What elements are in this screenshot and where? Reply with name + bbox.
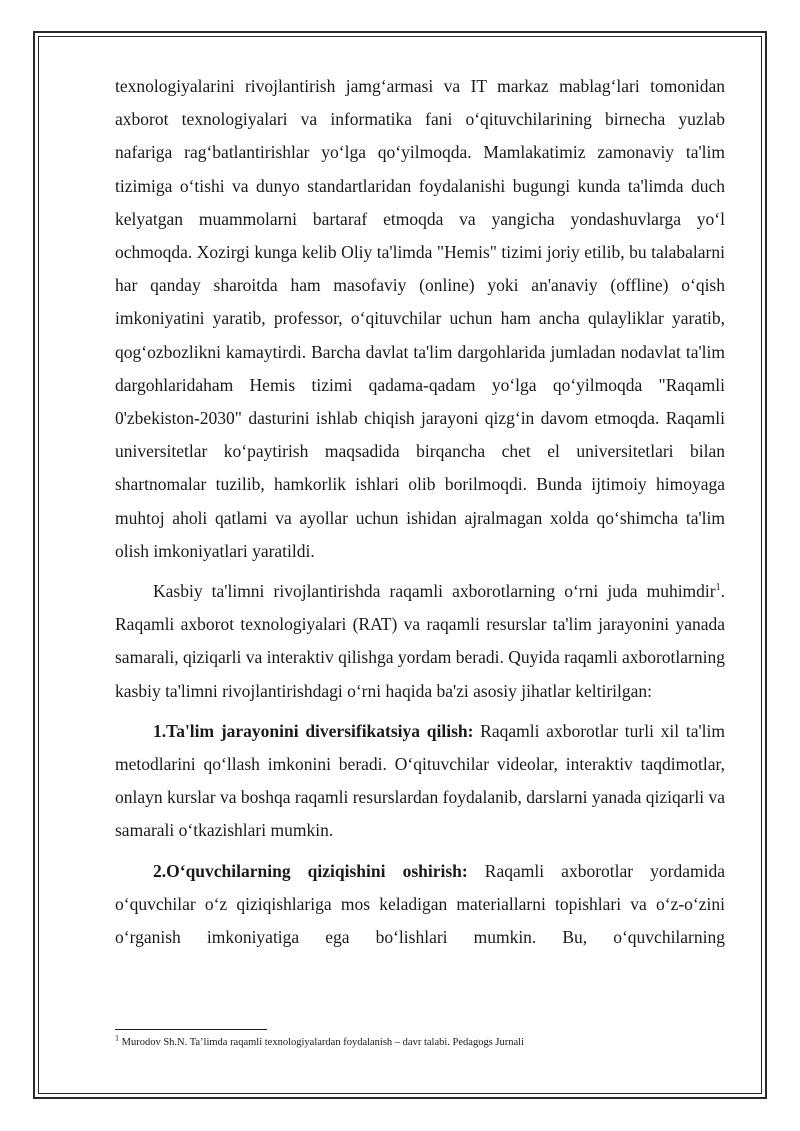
paragraph-2-text-a: Kasbiy ta'limni rivojlantirishda raqamli axborotlarning o‘rni juda muhimdir <box>153 581 716 602</box>
footnote-reference[interactable]: 1 <box>715 582 721 594</box>
footnote <box>115 1033 725 1048</box>
paragraph-3 <box>115 715 725 848</box>
paragraph-3-text: Raqamli axborotlar turli xil ta'lim metodlarini qo‘llash imkonini beradi. O‘qituvchilar videolar, interaktiv taqdimotlar, onlayn kurslar va boshqa raqamli resurslardan foydalanib, darslarni yanada qiziqarli va samarali o‘tkazishlari mumkin. <box>115 720 725 841</box>
footnote-text: Murodov Sh.N. Ta’limda raqamli texnologiyalardan foydalanish – davr talabi. Pedagogs Jurnali <box>119 1037 524 1048</box>
paragraph-4-text: Raqamli axborotlar yordamida o‘quvchilar o‘z qiziqishlariga mos keladigan materiallarni topishlari va o‘z-o‘zini o‘rganish imkoniyatiga ega bo‘lishlari mumkin. Bu, o‘quvchilarning <box>115 860 726 948</box>
paragraph-2-text-b: . Raqamli axborot texnologiyalari (RAT) va raqamli resurslar ta'lim jarayonini yanada samarali, qiziqarli va interaktiv qilishga yordam beradi. Quyida raqamli axborotlarning kasbiy ta'limni rivojlantirishdagi o‘rni haqida ba'zi asosiy jihatlar keltirilgan: <box>115 581 725 701</box>
footnote-separator <box>115 1029 267 1030</box>
paragraph-3-heading: 1.Ta'lim jarayonini diversifikatsiya qilish: <box>153 720 474 741</box>
paragraph-1-text: texnologiyalarini rivojlantirish jamg‘armasi va IT markaz mablag‘lari tomonidan axborot texnologiyalari va informatika fani o‘qituvchilarining birnecha yuzlab nafariga rag‘batlantirishlar yo‘lga qo‘yilmoqda. Mamlakatimiz zamonaviy ta'lim tizimiga o‘tishi va dunyo standartlaridan foydalanishi bugungi kunda ta'limda duch kelyatgan muammolarni bartaraf etmoqda va yangicha yondashuvlarga yo‘l ochmoqda. Xozirgi kunga kelib Oliy ta'limda "Hemis" tizimi joriy etilib, bu talabalarni har qanday sharoitda ham masofaviy (online) yoki an'anaviy (offline) o‘qish imkoniyatini yaratib, professor, o‘qituvchilar uchun ham ancha qulayliklar yaratib, qog‘ozbozlikni kamaytirdi. Barcha davlat ta'lim dargohlarida jumladan nodavlat ta'lim dargohlaridaham Hemis tizimi qadama-qadam yo‘lga qo‘yilmoqda "Raqamli 0'zbekiston-2030" dasturini ishlab chiqish jarayoni qizg‘in davom etmoqda. Raqamli universitetlar ko‘paytirish maqsadida birqancha chet el universitetlari bilan shartnomalar tuzilib, hamkorlik ishlari olib borilmoqdi. Bunda ijtimoiy himoyaga muhtoj aholi qatlami va ayollar uchun ishidan ajralmagan xolda qo‘shimcha ta'lim olish imkoniyatlari yaratildi. <box>115 76 725 561</box>
footnote-number: 1 <box>115 1033 119 1043</box>
paragraph-4 <box>115 855 725 955</box>
paragraph-2 <box>115 575 725 708</box>
paragraph-1 <box>115 70 725 568</box>
document-body <box>115 70 725 961</box>
paragraph-4-heading: 2.O‘quvchilarning qiziqishini oshirish: <box>153 860 468 881</box>
